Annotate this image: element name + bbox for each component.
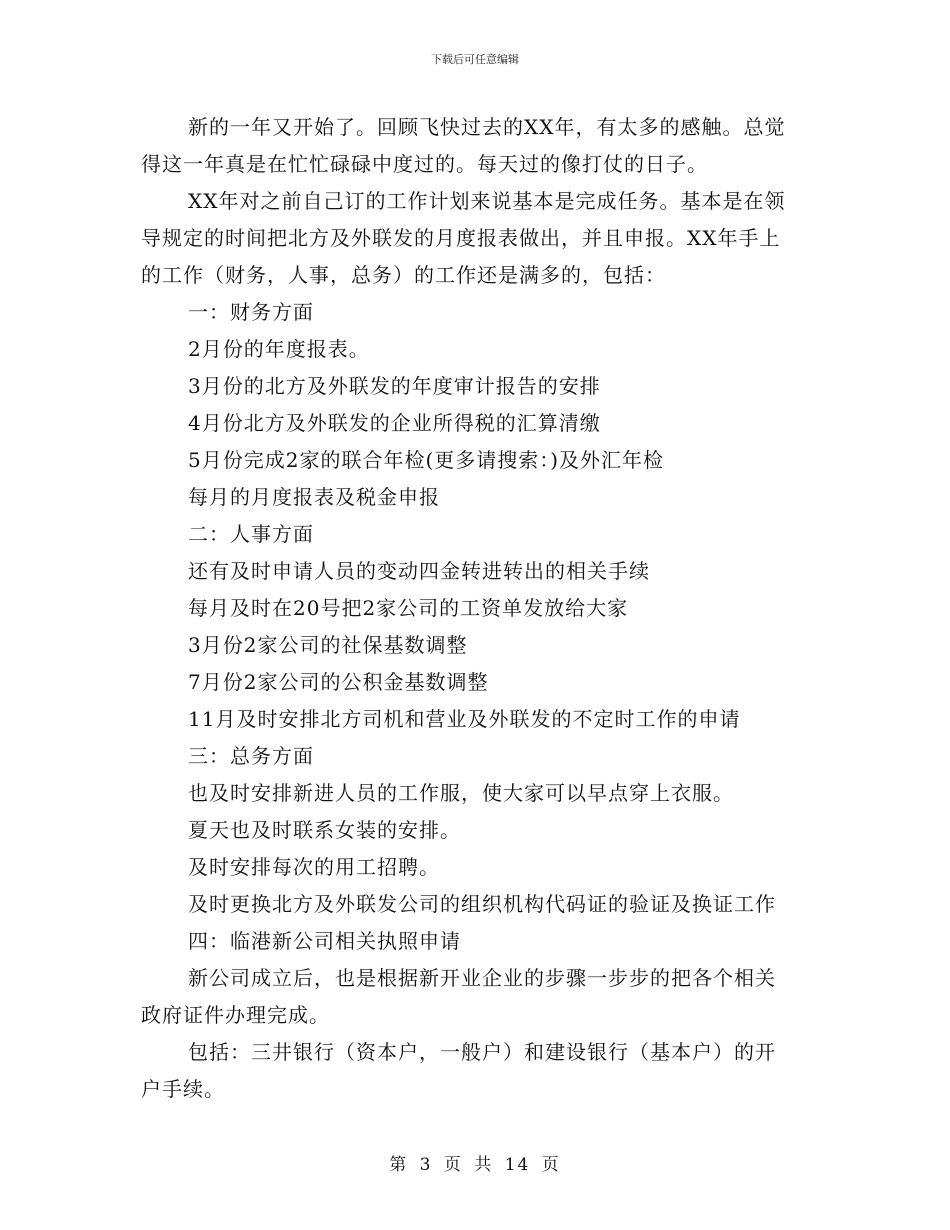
list-item: 11月及时安排北方司机和营业及外联发的不定时工作的申请 xyxy=(188,707,741,731)
list-item: 及时安排每次的用工招聘。 xyxy=(188,855,440,879)
page-header: 下载后可任意编辑 xyxy=(431,53,519,66)
paragraph-line: 新的一年又开始了。回顾飞快过去的XX年，有太多的感触。总觉 xyxy=(188,115,786,139)
list-item: 及时更换北方及外联发公司的组织机构代码证的验证及换证工作 xyxy=(188,892,776,916)
list-item: 3月份2家公司的社保基数调整 xyxy=(188,633,468,657)
document-body xyxy=(141,109,821,1108)
list-item: 7月份2家公司的公积金基数调整 xyxy=(188,670,489,694)
list-item: 夏天也及时联系女装的安排。 xyxy=(188,818,461,842)
list-item: 2月份的年度报表。 xyxy=(188,337,370,361)
paragraph-line: 的工作（财务，人事，总务）的工作还是满多的，包括： xyxy=(141,263,666,287)
paragraph-line: XX年对之前自己订的工作计划来说基本是完成任务。基本是在领 xyxy=(188,189,786,213)
paragraph-line: 户手续。 xyxy=(141,1077,225,1101)
list-item: 还有及时申请人员的变动四金转进转出的相关手续 xyxy=(188,559,650,583)
section-heading-new-company: 四：临港新公司相关执照申请 xyxy=(188,929,461,953)
section-heading-personnel: 二：人事方面 xyxy=(188,522,314,546)
section-heading-finance: 一：财务方面 xyxy=(188,300,314,324)
paragraph-line: 包括：三井银行（资本户，一般户）和建设银行（基本户）的开 xyxy=(188,1040,776,1064)
list-item: 也及时安排新进人员的工作服，使大家可以早点穿上衣服。 xyxy=(188,781,734,805)
paragraph-line: 导规定的时间把北方及外联发的月度报表做出，并且申报。XX年手上 xyxy=(141,226,781,250)
list-item: 4月份北方及外联发的企业所得税的汇算清缴 xyxy=(188,411,601,435)
paragraph-line: 政府证件办理完成。 xyxy=(141,1003,330,1027)
list-item: 每月及时在20号把2家公司的工资单发放给大家 xyxy=(188,596,629,620)
paragraph-line: 新公司成立后，也是根据新开业企业的步骤一步步的把各个相关 xyxy=(188,966,776,990)
section-heading-general-affairs: 三：总务方面 xyxy=(188,744,314,768)
list-item: 5月份完成2家的联合年检(更多请搜索：)及外汇年检 xyxy=(188,448,665,472)
list-item: 每月的月度报表及税金申报 xyxy=(188,485,440,509)
list-item: 3月份的北方及外联发的年度审计报告的安排 xyxy=(188,374,601,398)
paragraph-line: 得这一年真是在忙忙碌碌中度过的。每天过的像打仗的日子。 xyxy=(141,152,708,176)
page-number-footer: 第 3 页 共 14 页 xyxy=(389,1155,561,1175)
